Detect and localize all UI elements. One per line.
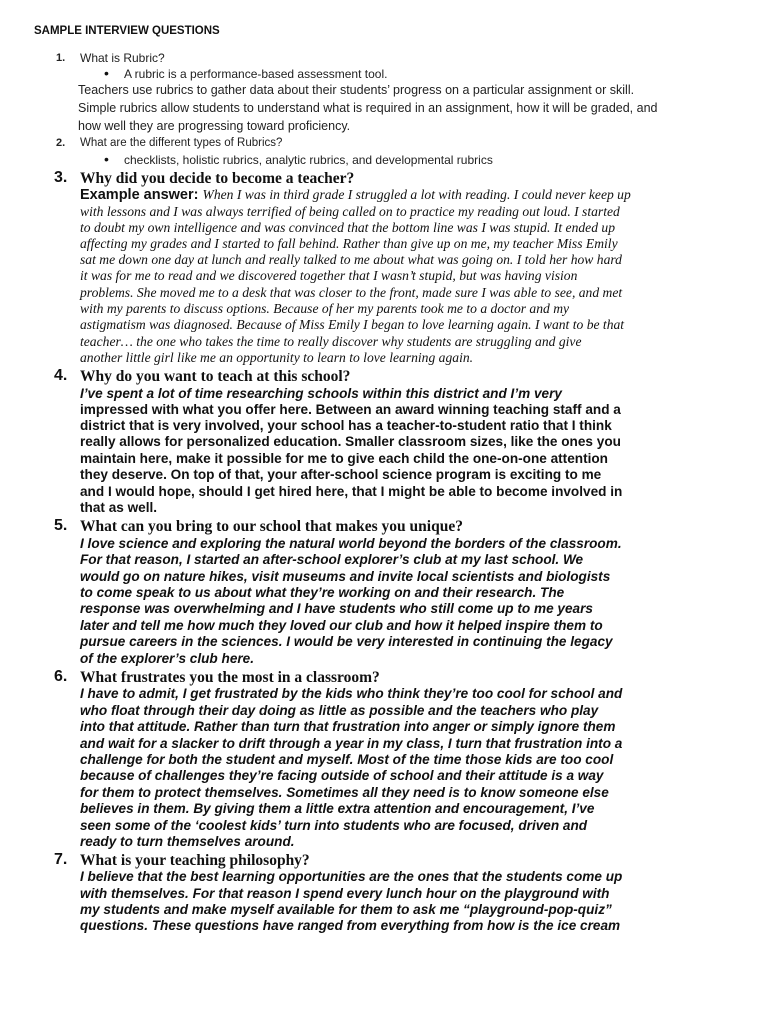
q4-line: they deserve. On top of that, your after-school science program is exciting to me <box>80 467 602 482</box>
q3-line: another little girl like me an opportunity to learn to love learning again. <box>80 350 474 365</box>
q7-question: What is your teaching philosophy? <box>80 852 310 869</box>
q3-question: Why did you decide to become a teacher? <box>80 170 355 187</box>
q6-line: and wait for a slacker to drift through a year in my class, I turn that frustration into a <box>80 736 623 751</box>
q3-answer-line-first <box>80 187 631 203</box>
q5-question: What can you bring to our school that makes you unique? <box>80 518 463 535</box>
q4-line: that as well. <box>80 500 158 515</box>
q6-line: into that attitude. Rather than turn that frustration into anger or simply ignore them <box>80 719 616 734</box>
q3-line: to doubt my own intelligence and was convinced that the bottom line was I was stupid. It ended up <box>80 220 615 235</box>
q6-line: because of challenges they’re facing outside of school and their attitude is a way <box>80 768 604 783</box>
q3-line: problems. She moved me to a desk that was closer to the front, made sure I was able to see, and met <box>80 285 623 300</box>
q6-line: seen some of the ‘coolest kids’ turn into students who are focused, driven and <box>80 818 588 833</box>
example-answer-label: Example answer <box>80 187 194 203</box>
q1-line: Simple rubrics allow students to understand what is required in an assignment, how it will be graded, and <box>78 101 658 115</box>
q6-line: ready to turn themselves around. <box>80 834 295 849</box>
q6-line: challenge for both the student and myself. Most of the time those kids are too cool <box>80 752 614 767</box>
q3-line: When I was in third grade I struggled a lot with reading. I could never keep up <box>202 187 631 202</box>
q4-line: impressed with what you offer here. Between an award winning teaching staff and a <box>80 402 621 417</box>
q4-line: really allows for personalized education. Smaller classroom sizes, like the ones you <box>80 434 621 449</box>
q2-number: 2. <box>56 137 66 149</box>
q6-line: I have to admit, I get frustrated by the kids who think they’re too cool for school and <box>80 686 623 701</box>
q5-line: to come speak to us about what they’re working on and their research. The <box>80 585 565 600</box>
q7-line: questions. These questions have ranged from everything from how is the ice cream <box>80 918 621 933</box>
q3-line: affecting my grades and I started to fall behind. Rather than give up on me, my teacher Miss Emily <box>80 236 618 251</box>
q4-line: I’ve spent a lot of time researching schools within this district and I’m very <box>80 386 562 401</box>
q6-line: believes in them. By giving them a little extra attention and encouragement, I’ve <box>80 801 595 816</box>
q1-number: 1. <box>56 52 66 64</box>
q6-number: 6. <box>54 668 68 685</box>
document-title: SAMPLE INTERVIEW QUESTIONS <box>34 25 220 37</box>
q6-line: for them to protect themselves. Sometimes all they need is to know someone else <box>80 785 609 800</box>
q4-number: 4. <box>54 367 68 384</box>
q7-line: I believe that the best learning opportunities are the ones that the students come up <box>80 869 623 884</box>
q7-line: my students and make myself available for them to ask me “playground-pop-quiz” <box>80 902 612 917</box>
q1-line: how well they are progressing toward proficiency. <box>78 119 351 133</box>
q3-line: it was for me to read and we discovered together that I wasn’t stupid, but was having vision <box>80 268 578 283</box>
q5-line: would go on nature hikes, visit museums and invite local scientists and biologists <box>80 569 611 584</box>
q2-bullet-dot: • <box>104 151 109 167</box>
q5-line: pursue careers in the sciences. I would be very interested in continuing the legacy <box>80 634 613 649</box>
q3-line: with my parents to discuss options. Because of her my parents took me to a doctor and my <box>80 301 570 316</box>
q3-line: with lessons and I was always terrified of being called on to practice my reading out loud. I started <box>80 204 620 219</box>
q1-bullet-text: A rubric is a performance-based assessment tool. <box>124 67 388 81</box>
q5-line: later and tell me how much they loved our club and how it helped inspire them to <box>80 618 603 633</box>
q1-line: Teachers use rubrics to gather data about their students’ progress on a particular assignment or skill. <box>78 83 635 97</box>
q3-line: astigmatism was diagnosed. Because of Miss Emily I began to love learning again. I want to be that <box>80 317 625 332</box>
example-answer-colon: : <box>193 187 203 203</box>
q3-line: teacher… the one who takes the time to really discover why students are struggling and give <box>80 334 582 349</box>
q6-line: who float through their day doing as little as possible and the teachers who play <box>80 703 599 718</box>
q5-line: I love science and exploring the natural world beyond the borders of the classroom. <box>80 536 622 551</box>
q5-number: 5. <box>54 517 68 534</box>
q5-line: of the explorer’s club here. <box>80 651 255 666</box>
q1-question: What is Rubric? <box>80 51 165 65</box>
q5-line: response was overwhelming and I have students who still come up to me years <box>80 601 593 616</box>
q2-question: What are the different types of Rubrics? <box>80 137 283 149</box>
q3-line: sat me down one day at lunch and really talked to me about what was going on. I told her how hard <box>80 252 622 267</box>
q5-line: For that reason, I started an after-school explorer’s club at my last school. We <box>80 552 584 567</box>
q2-bullet-text: checklists, holistic rubrics, analytic rubrics, and developmental rubrics <box>124 153 493 167</box>
q7-number: 7. <box>54 851 68 868</box>
q6-question: What frustrates you the most in a classroom? <box>80 669 380 686</box>
q4-line: and I would hope, should I get hired here, that I might be able to become involved in <box>80 484 623 499</box>
q4-question: Why do you want to teach at this school? <box>80 368 351 385</box>
q1-bullet-dot: • <box>104 65 109 81</box>
q4-line: maintain here, make it possible for me to give each child the one-on-one attention <box>80 451 608 466</box>
q4-line: district that is very involved, your school has a teacher-to-student ratio that I think <box>80 418 612 433</box>
q7-line: with themselves. For that reason I spend every lunch hour on the playground with <box>80 886 610 901</box>
q3-number: 3. <box>54 169 68 186</box>
